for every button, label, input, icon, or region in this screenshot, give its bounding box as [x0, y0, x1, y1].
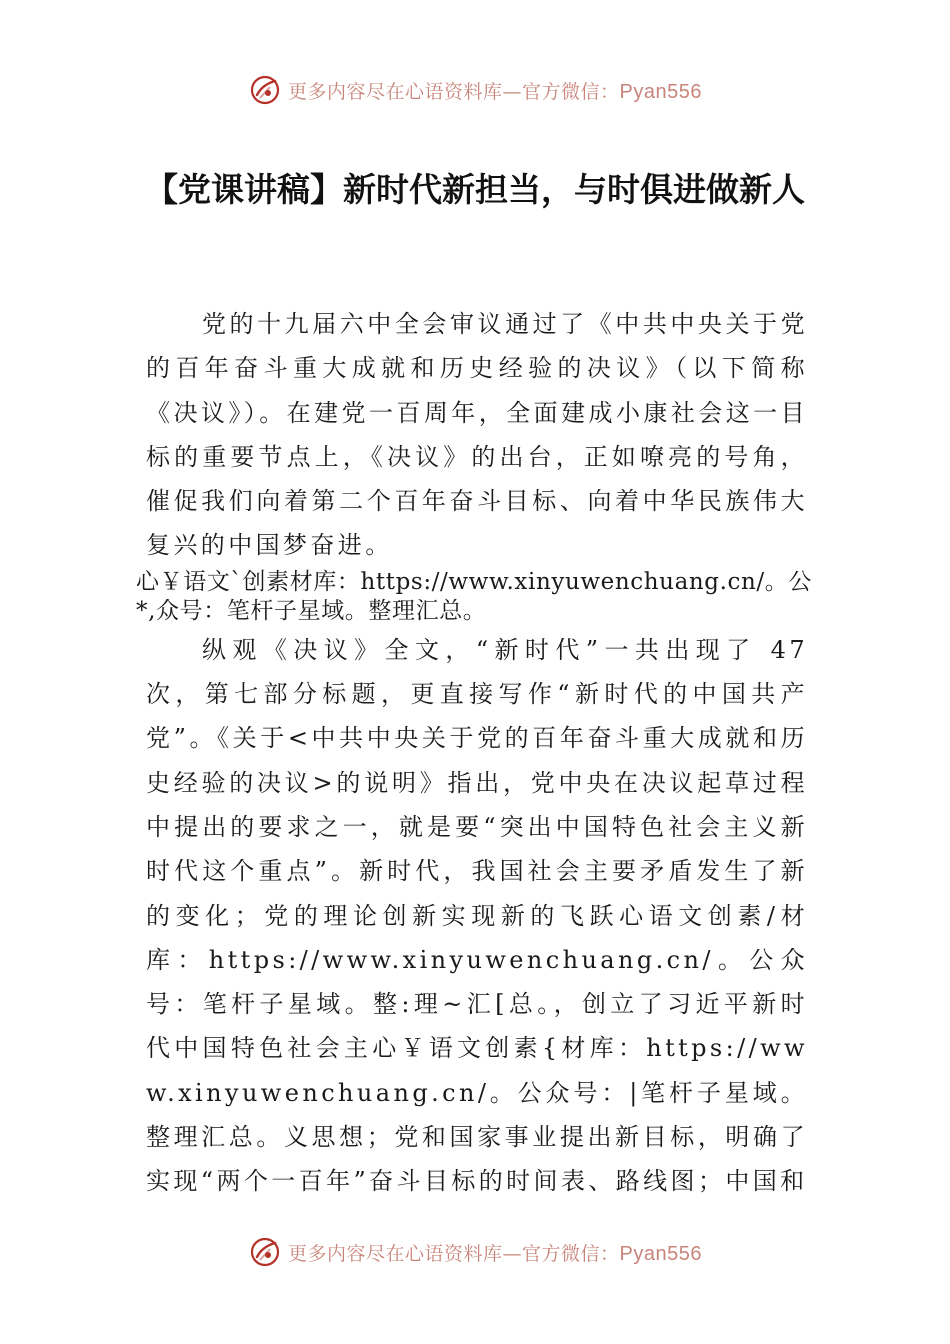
header-banner-text [288, 77, 702, 104]
body-paragraph-2: 纵观《决议》全文，“新时代”一共出现了 47 次，第七部分标题，更直接写作“新时代的中国共产党”。《关于<中共中央关于党的百年奋斗重大成就和历史经验的决议>的说明》指出，党中央在决议起草过程中提出的要求之一，就是要“突出中国特色社会主义新时代这个重点”。新时代，我国社会主要矛盾发生了新的变化；党的理论创新实现新的飞跃心语文创素/材库：https://www.xinyuwenchuang.cn/。公众号：笔杆子星域。整:理~汇[总。，创立了习近平新时代中国特色社会主心￥语文创素{材库：https://www.xinyuwenchuang.cn/。公众号：|笔杆子星域。整理汇总。义思想；党和国家事业提出新目标，明确了实现“两个一百年”奋斗目标的时间表、路线图；中国和 [146, 635, 808, 1196]
header-banner [0, 70, 950, 110]
document-body [136, 302, 812, 1204]
header-banner-label: 更多内容尽在心语资料库—官方微信： [288, 80, 620, 103]
document-title: 【党课讲稿】新时代新担当，与时俱进做新人 [145, 170, 805, 209]
footer-banner-label: 更多内容尽在心语资料库—官方微信： [288, 1242, 620, 1265]
footer-banner-handle: Pyan556 [619, 1242, 702, 1265]
footer-banner [0, 1232, 950, 1272]
footer-banner-text [288, 1239, 702, 1266]
source-note: 心￥语文`创素材库：https://www.xinyuwenchuang.cn/。公*,众号：笔杆子星域。整理汇总。 [136, 568, 812, 624]
library-logo-icon [248, 1235, 282, 1269]
library-logo-icon [248, 73, 282, 107]
body-paragraph-1: 党的十九届六中全会审议通过了《中共中央关于党的百年奋斗重大成就和历史经验的决议》（以下简称《决议》）。在建党一百周年，全面建成小康社会这一目标的重要节点上，《决议》的出台，正如嘹亮的号角，催促我们向着第二个百年奋斗目标、向着中华民族伟大复兴的中国梦奋进。 [146, 310, 808, 560]
header-banner-handle: Pyan556 [619, 80, 702, 103]
